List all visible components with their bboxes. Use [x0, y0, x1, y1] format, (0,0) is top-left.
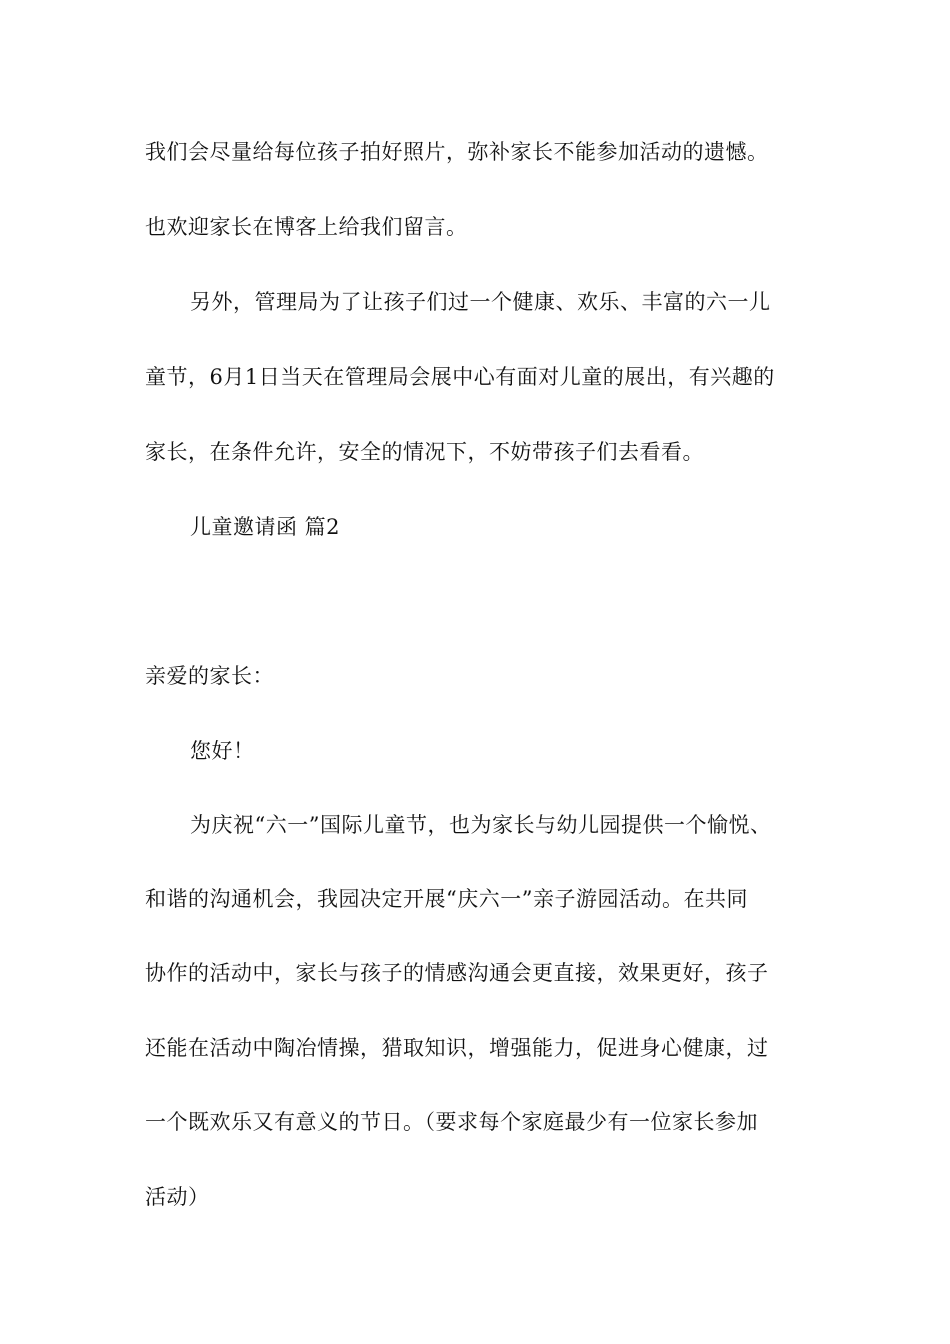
- paragraph-line: 还能在活动中陶冶情操，猎取知识，增强能力，促进身心健康，过: [145, 1036, 769, 1060]
- paragraph-line: 童节，6月1日当天在管理局会展中心有面对儿童的展出，有兴趣的: [145, 365, 775, 389]
- paragraph-line: 另外，管理局为了让孩子们过一个健康、欢乐、丰富的六一儿: [190, 290, 771, 314]
- paragraph-line: 也欢迎家长在博客上给我们留言。: [145, 215, 468, 239]
- paragraph-line: 我们会尽量给每位孩子拍好照片，弥补家长不能参加活动的遗憾。: [145, 140, 769, 164]
- paragraph-line: 活动）: [145, 1185, 210, 1209]
- greeting: 您好！: [190, 739, 255, 763]
- salutation: 亲爱的家长：: [145, 664, 274, 688]
- paragraph-line: 家长，在条件允许，安全的情况下，不妨带孩子们去看看。: [145, 440, 704, 464]
- paragraph-line: 和谐的沟通机会，我园决定开展“庆六一”亲子游园活动。在共同: [145, 887, 748, 911]
- section-heading: 儿童邀请函 篇2: [190, 515, 341, 539]
- paragraph-line: 协作的活动中，家长与孩子的情感沟通会更直接，效果更好，孩子: [145, 961, 769, 985]
- paragraph-line: 一个既欢乐又有意义的节日。（要求每个家庭最少有一位家长参加: [145, 1110, 758, 1134]
- paragraph-line: 为庆祝“六一”国际儿童节，也为家长与幼儿园提供一个愉悦、: [190, 813, 772, 837]
